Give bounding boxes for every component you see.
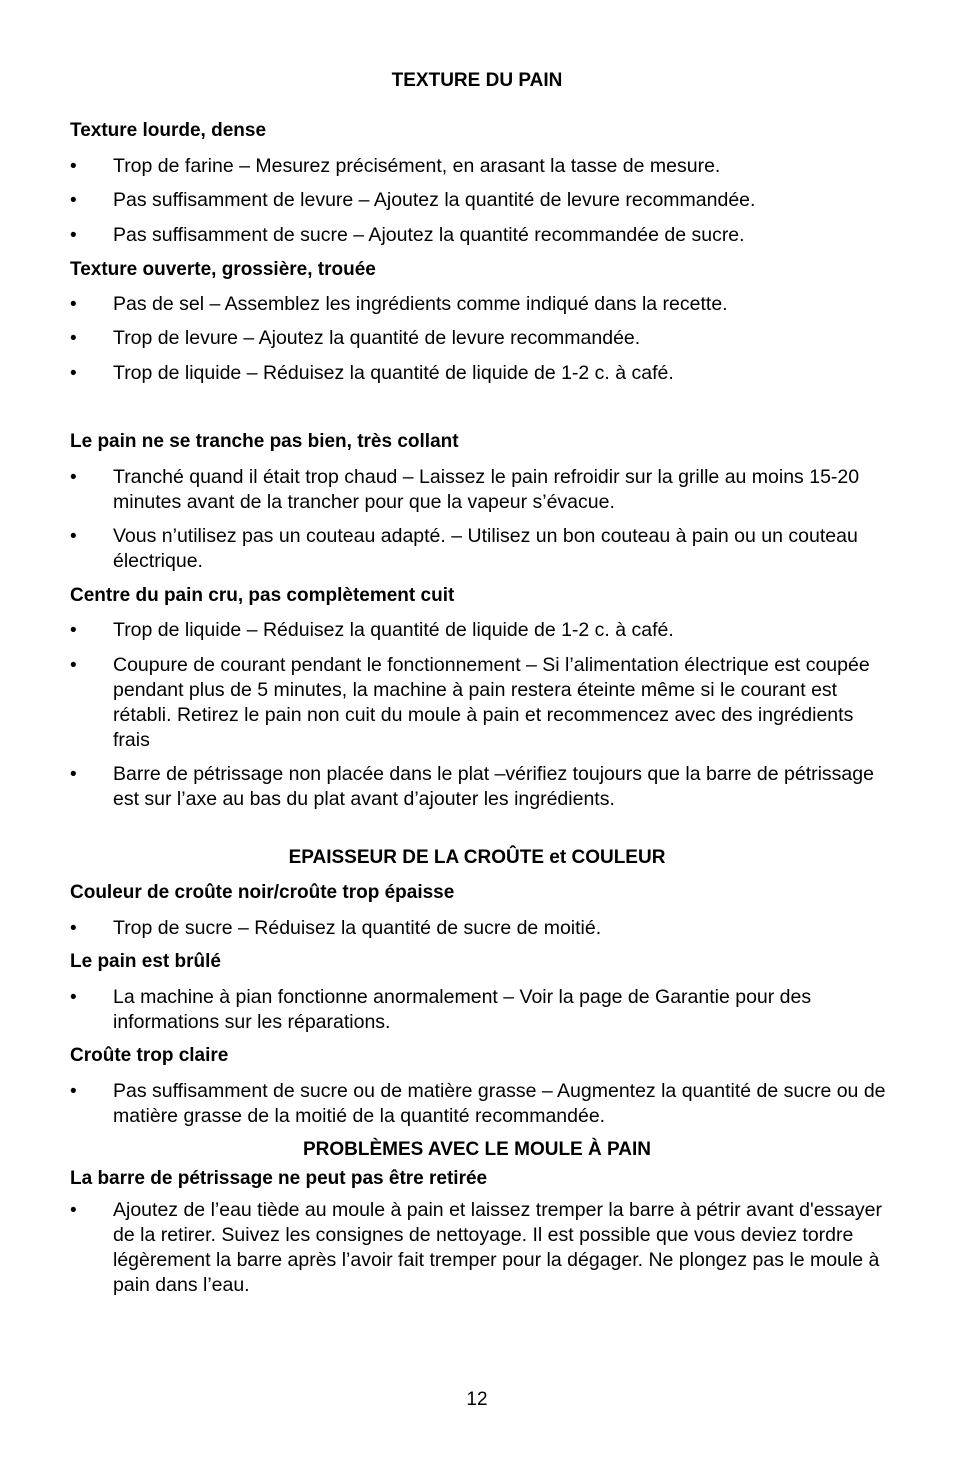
bullet: • (70, 190, 77, 211)
bullet: • (70, 467, 77, 488)
subheading-raw-center: Centre du pain cru, pas complètement cuit (70, 585, 455, 606)
list-item: Barre de pétrissage non placée dans le plat –vérifiez toujours que la barre de pétrissage est sur l’axe au bas du plat avant d’ajouter les ingrédients. (113, 763, 874, 810)
bullet: • (70, 328, 77, 349)
subheading-dense-texture: Texture lourde, dense (70, 120, 267, 141)
section-title-texture: TEXTURE DU PAIN (391, 70, 563, 91)
bullet: • (70, 363, 77, 384)
section-title-crust: EPAISSEUR DE LA CROÛTE et COULEUR (288, 847, 666, 868)
bullet: • (70, 655, 77, 676)
bullet: • (70, 918, 77, 939)
list-item: Coupure de courant pendant le fonctionnement – Si l’alimentation électrique est coupée pendant plus de 5 minutes, la machine à pain restera éteinte même si le courant est rétabli. Retirez le pain non cuit du moule à pain et recommencez avec des ingrédients frais (113, 654, 870, 751)
list-item: Pas suffisamment de sucre – Ajoutez la quantité recommandée de sucre. (113, 224, 745, 246)
list-item: Tranché quand il était trop chaud – Laissez le pain refroidir sur la grille au moins 15-20 minutes avant de la trancher pour que la vapeur s’évacue. (113, 466, 860, 513)
page-number: 12 (466, 1389, 488, 1410)
subheading-dark-crust: Couleur de croûte noir/croûte trop épaisse (70, 882, 455, 903)
bullet: • (70, 987, 77, 1008)
bullet: • (70, 294, 77, 315)
bullet: • (70, 526, 77, 547)
subheading-light-crust: Croûte trop claire (70, 1045, 229, 1066)
subheading-burnt: Le pain est brûlé (70, 951, 221, 972)
list-item: Trop de liquide – Réduisez la quantité de liquide de 1-2 c. à café. (113, 619, 674, 641)
bullet: • (70, 764, 77, 785)
bullet: • (70, 1200, 77, 1221)
list-item: Trop de sucre – Réduisez la quantité de sucre de moitié. (113, 917, 602, 939)
list-item: Pas suffisamment de sucre ou de matière grasse – Augmentez la quantité de sucre ou de matière grasse de la moitié de la quantité recommandée. (113, 1080, 886, 1127)
list-item: Trop de farine – Mesurez précisément, en arasant la tasse de mesure. (113, 155, 721, 177)
bullet: • (70, 225, 77, 246)
list-item: Ajoutez de l’eau tiède au moule à pain et laissez tremper la barre à pétrir avant d'essayer de la retirer. Suivez les consignes de nettoyage. Il est possible que vous deviez tordre légèrement la barre après l’avoir fait tremper pour la dégager. Ne plongez pas le moule à pain dans l’eau. (113, 1199, 882, 1296)
subheading-sticky-slicing: Le pain ne se tranche pas bien, très collant (70, 431, 459, 452)
list-item: Vous n’utilisez pas un couteau adapté. – Utilisez un bon couteau à pain ou un couteau électrique. (113, 525, 858, 572)
list-item: La machine à pian fonctionne anormalement – Voir la page de Garantie pour des informations sur les réparations. (113, 986, 812, 1033)
bullet: • (70, 1081, 77, 1102)
bullet: • (70, 620, 77, 641)
subheading-open-texture: Texture ouverte, grossière, trouée (70, 259, 376, 280)
list-item: Pas de sel – Assemblez les ingrédients comme indiqué dans la recette. (113, 293, 728, 315)
list-item: Pas suffisamment de levure – Ajoutez la quantité de levure recommandée. (113, 189, 756, 211)
bullet: • (70, 156, 77, 177)
section-title-pan: PROBLÈMES AVEC LE MOULE À PAIN (302, 1139, 651, 1160)
list-item: Trop de levure – Ajoutez la quantité de levure recommandée. (113, 327, 641, 349)
subheading-paddle-stuck: La barre de pétrissage ne peut pas être retirée (70, 1168, 488, 1189)
list-item: Trop de liquide – Réduisez la quantité de liquide de 1-2 c. à café. (113, 362, 674, 384)
